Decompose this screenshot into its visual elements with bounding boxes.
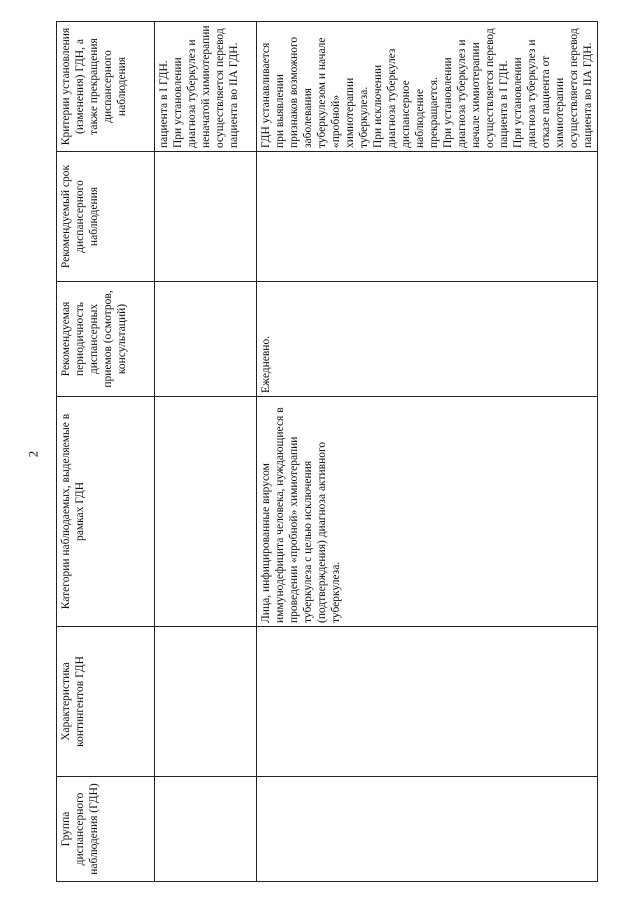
table-header-row [57, 22, 155, 882]
page-number: 2 [25, 450, 41, 458]
cell-periodicity: Ежедневно. [257, 282, 598, 397]
table-row [257, 22, 598, 882]
dispensary-observation-table [56, 21, 598, 882]
header-criteria: Критерии установления (изменения) ГДН, а также прекращения диспансерного наблюдения [57, 22, 155, 152]
cell-term [257, 152, 598, 282]
cell-category [155, 397, 257, 627]
cell-group [257, 777, 598, 882]
document-table-rotated [56, 22, 594, 882]
header-category: Категории наблюдаемых, выделяемые в рамках ГДН [57, 397, 155, 627]
table-row [155, 22, 257, 882]
cell-category: Лица, инфицированные вирусом иммунодефицита человека, нуждающиеся в проведении «пробной» химиотерапии туберкулеза с целью исключения (подтверждения) диагноза активного туберкулеза. [257, 397, 598, 627]
header-periodicity: Рекомендуемая периодичность диспансерных приемов (осмотров, консультаций) [57, 282, 155, 397]
cell-periodicity [155, 282, 257, 397]
cell-characteristic [257, 627, 598, 777]
cell-characteristic [155, 627, 257, 777]
cell-criteria: ГДН устанавливается при выявлении признаков возможного заболевания туберкулезом и начале «пробной» химиотерапии туберкулеза. При исключении диагноза туберкулез диспансерное наблюдение прекращается. При установлении диагноза туберкулез и начале химиотерапии осуществляется перевод пациента в I ГДН. При установлении диагноза туберкулез и отказе пациента от химиотерапии осуществляется перевод пациента во IIА ГДН. [257, 22, 598, 152]
cell-term [155, 152, 257, 282]
header-characteristic: Характеристика контингентов ГДН [57, 627, 155, 777]
header-group: Группа диспансерного наблюдения (ГДН) [57, 777, 155, 882]
cell-criteria: пациента в I ГДН. При установлении диагноза туберкулез и неначатой химиотерапии осуществляется перевод пациента во IIА ГДН. [155, 22, 257, 152]
header-term: Рекомендуемый срок диспансерного наблюдения [57, 152, 155, 282]
cell-group [155, 777, 257, 882]
